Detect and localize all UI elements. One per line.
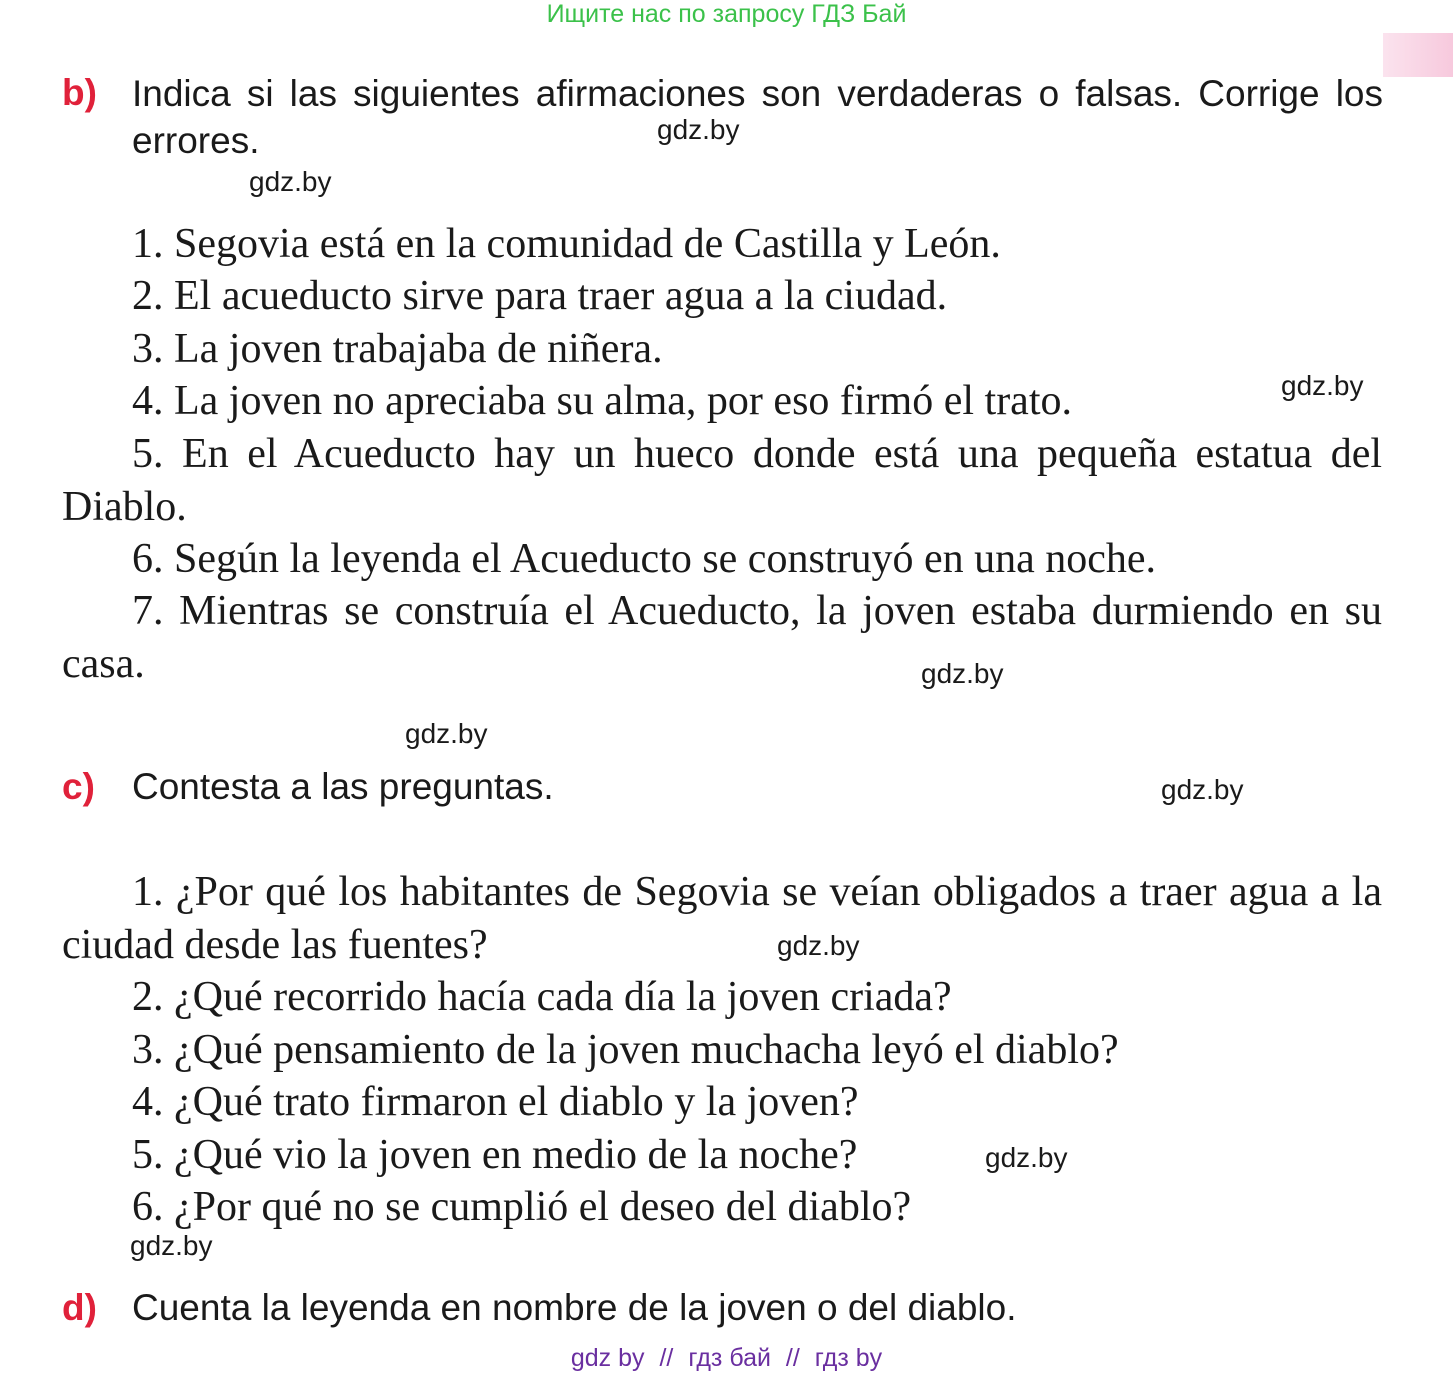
section-c-instruction: Contesta a las preguntas.: [132, 766, 554, 807]
section-b-item-6: 6. Según la leyenda el Acueducto se construyó en una noche.: [132, 536, 1157, 582]
watermark: gdz.by: [249, 166, 332, 197]
section-b-item-1: 1. Segovia está en la comunidad de Castilla y León.: [132, 221, 1001, 267]
section-c-marker: c): [62, 766, 95, 807]
footer-link-gdz-by[interactable]: gdz by: [570, 1344, 645, 1372]
watermark: gdz.by: [777, 930, 860, 961]
footer-separator: //: [785, 1344, 800, 1372]
watermark: gdz.by: [1161, 774, 1244, 805]
section-c-question-2: 2. ¿Qué recorrido hacía cada día la joven criada?: [132, 974, 952, 1020]
section-d-instruction: Cuenta la leyenda en nombre de la joven o del diablo.: [132, 1287, 1017, 1328]
page-corner-tab: [1383, 33, 1453, 77]
section-b-instruction: Indica si las siguientes afirmaciones son verdaderas o falsas. Corrige los errores.: [132, 73, 1383, 161]
footer-separator: //: [659, 1344, 674, 1372]
section-c-question-4: 4. ¿Qué trato firmaron el diablo y la joven?: [132, 1079, 859, 1125]
watermark: gdz.by: [657, 114, 740, 145]
section-b-item-2: 2. El acueducto sirve para traer agua a la ciudad.: [132, 273, 948, 319]
section-c-question-5: 5. ¿Qué vio la joven en medio de la noche?: [132, 1132, 858, 1178]
top-banner: Ищите нас по запросу ГДЗ Бай: [546, 0, 907, 28]
footer-link-gdz-by-cyr[interactable]: гдз by: [814, 1344, 883, 1372]
watermark: gdz.by: [921, 658, 1004, 689]
section-b-item-3: 3. La joven trabajaba de niñera.: [132, 326, 663, 372]
section-d-marker: d): [62, 1287, 97, 1328]
watermark: gdz.by: [1281, 370, 1364, 401]
section-b-marker: b): [62, 72, 97, 113]
section-b-item-5: 5. En el Acueducto hay un hueco donde está una pequeña estatua del Diablo.: [62, 431, 1382, 530]
footer-links: [0, 1344, 1453, 1373]
section-b-item-4: 4. La joven no apreciaba su alma, por eso firmó el trato.: [132, 378, 1072, 424]
footer-link-gdz-bai[interactable]: гдз бай: [688, 1344, 771, 1372]
watermark: gdz.by: [985, 1142, 1068, 1173]
watermark: gdz.by: [130, 1230, 213, 1261]
section-c-question-3: 3. ¿Qué pensamiento de la joven muchacha leyó el diablo?: [132, 1027, 1119, 1073]
section-c-question-6: 6. ¿Por qué no se cumplió el deseo del diablo?: [132, 1184, 912, 1230]
section-b-item-7: 7. Mientras se construía el Acueducto, la joven estaba durmiendo en su casa.: [62, 588, 1382, 687]
section-c-question-1: 1. ¿Por qué los habitantes de Segovia se veían obligados a traer agua a la ciudad desde las fuentes?: [62, 869, 1382, 968]
watermark: gdz.by: [405, 718, 488, 749]
